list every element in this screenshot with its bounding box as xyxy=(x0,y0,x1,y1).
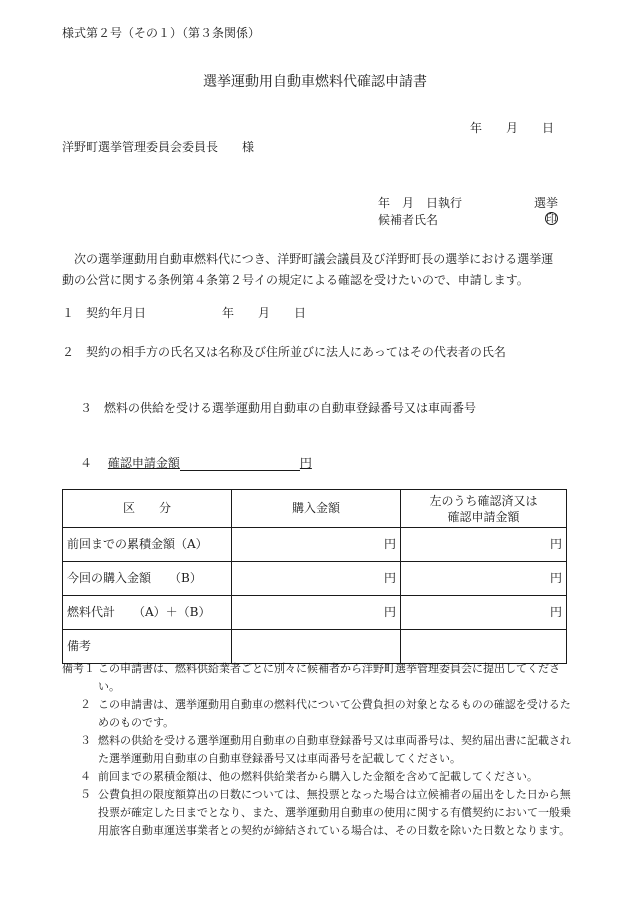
note-item xyxy=(62,768,572,786)
candidate-name-label: 候補者氏名 xyxy=(378,213,439,227)
seal-mark: 印 xyxy=(546,212,557,225)
election-date-line: 年 月 日執行 xyxy=(378,196,463,210)
table-header-row xyxy=(63,490,567,528)
note-label: 備考１ xyxy=(62,662,95,675)
requested-amount-unit: 円 xyxy=(299,456,312,470)
confirmed-amount-cell: 円 xyxy=(401,562,567,596)
contract-party-label: ２ 契約の相手方の氏名又は名称及び住所並びに法人にあってはその代表者の氏名 xyxy=(62,345,506,359)
notes-section xyxy=(62,660,572,840)
note-text: 燃料の供給を受ける選挙運動用自動車の自動車登録番号又は車両番号は、契約届出書に記載された選挙運動用自動車の自動車登録番号又は車両番号を記載してください。 xyxy=(98,734,571,765)
vehicle-number-label: ３ 燃料の供給を受ける選挙運動用自動車の自動車登録番号又は車両番号 xyxy=(80,401,477,415)
note-item xyxy=(62,732,572,768)
note-text: 前回までの累積金額は、他の燃料供給業者から購入した金額を含めて記載してください。 xyxy=(98,770,538,783)
header-confirmed-line1: 左のうち確認済又は xyxy=(429,493,538,508)
contract-date-value: 年 月 日 xyxy=(222,306,307,320)
requested-amount-line xyxy=(80,456,312,471)
requested-amount-number: ４ xyxy=(80,456,93,470)
note-label: ２ xyxy=(80,698,91,711)
form-number: 様式第２号（その１）（第３条関係） xyxy=(62,26,261,40)
note-label: ４ xyxy=(80,770,91,783)
purchase-amount-cell: 円 xyxy=(232,596,401,630)
note-text: この申請書は、燃料供給業者ごとに別々に候補者から洋野町選挙管理委員会に提出してください。 xyxy=(98,662,560,693)
header-category: 区 分 xyxy=(63,490,232,528)
note-item xyxy=(62,660,572,696)
purchase-amount-cell: 円 xyxy=(232,528,401,562)
header-confirmed-line2: 確認申請金額 xyxy=(447,509,520,524)
row-label: 今回の購入金額 （B） xyxy=(63,562,232,596)
note-label: ３ xyxy=(80,734,91,747)
table-row xyxy=(63,596,567,630)
requested-amount-label: 確認申請金額 xyxy=(107,456,180,470)
note-item xyxy=(62,786,572,840)
application-date: 年 月 日 xyxy=(469,121,554,135)
row-label: 備考 xyxy=(63,630,232,664)
confirmed-amount-cell: 円 xyxy=(401,596,567,630)
confirmed-amount-cell: 円 xyxy=(401,528,567,562)
table-row xyxy=(63,562,567,596)
row-label: 前回までの累積金額（A） xyxy=(63,528,232,562)
addressee: 洋野町選挙管理委員会委員長 様 xyxy=(62,140,255,154)
election-label: 選挙 xyxy=(533,196,558,210)
header-confirmed-amount xyxy=(401,490,567,528)
fuel-cost-table xyxy=(62,489,567,664)
header-purchase-amount: 購入金額 xyxy=(232,490,401,528)
contract-date-label: １ 契約年月日 xyxy=(62,306,147,320)
requested-amount-blank xyxy=(180,458,300,471)
note-text: 公費負担の限度額算出の日数については、無投票となった場合は立候補者の届出をした日から無投票が確定した日までとなり、また、選挙運動用自動車の使用に関する有償契約において一般乗用旅客自動車運送事業者との契約が締結されている場合は、その日数を除いた日数となります。 xyxy=(98,788,571,837)
purchase-amount-cell xyxy=(232,630,401,664)
application-body-text: 次の選挙運動用自動車燃料代につき、洋野町議会議員及び洋野町長の選挙における選挙運動の公営に関する条例第４条第２号イの規定による確認を受けたいので、申請します。 xyxy=(62,252,554,287)
table-row xyxy=(63,630,567,664)
note-text: この申請書は、選挙運動用自動車の燃料代について公費負担の対象となるものの確認を受けるためのものです。 xyxy=(98,698,571,729)
note-item xyxy=(62,696,572,732)
note-label: ５ xyxy=(80,788,91,801)
table-row xyxy=(63,528,567,562)
purchase-amount-cell: 円 xyxy=(232,562,401,596)
confirmed-amount-cell xyxy=(401,630,567,664)
row-label: 燃料代計 （A）＋（B） xyxy=(63,596,232,630)
document-title: 選挙運動用自動車燃料代確認申請書 xyxy=(203,74,427,90)
